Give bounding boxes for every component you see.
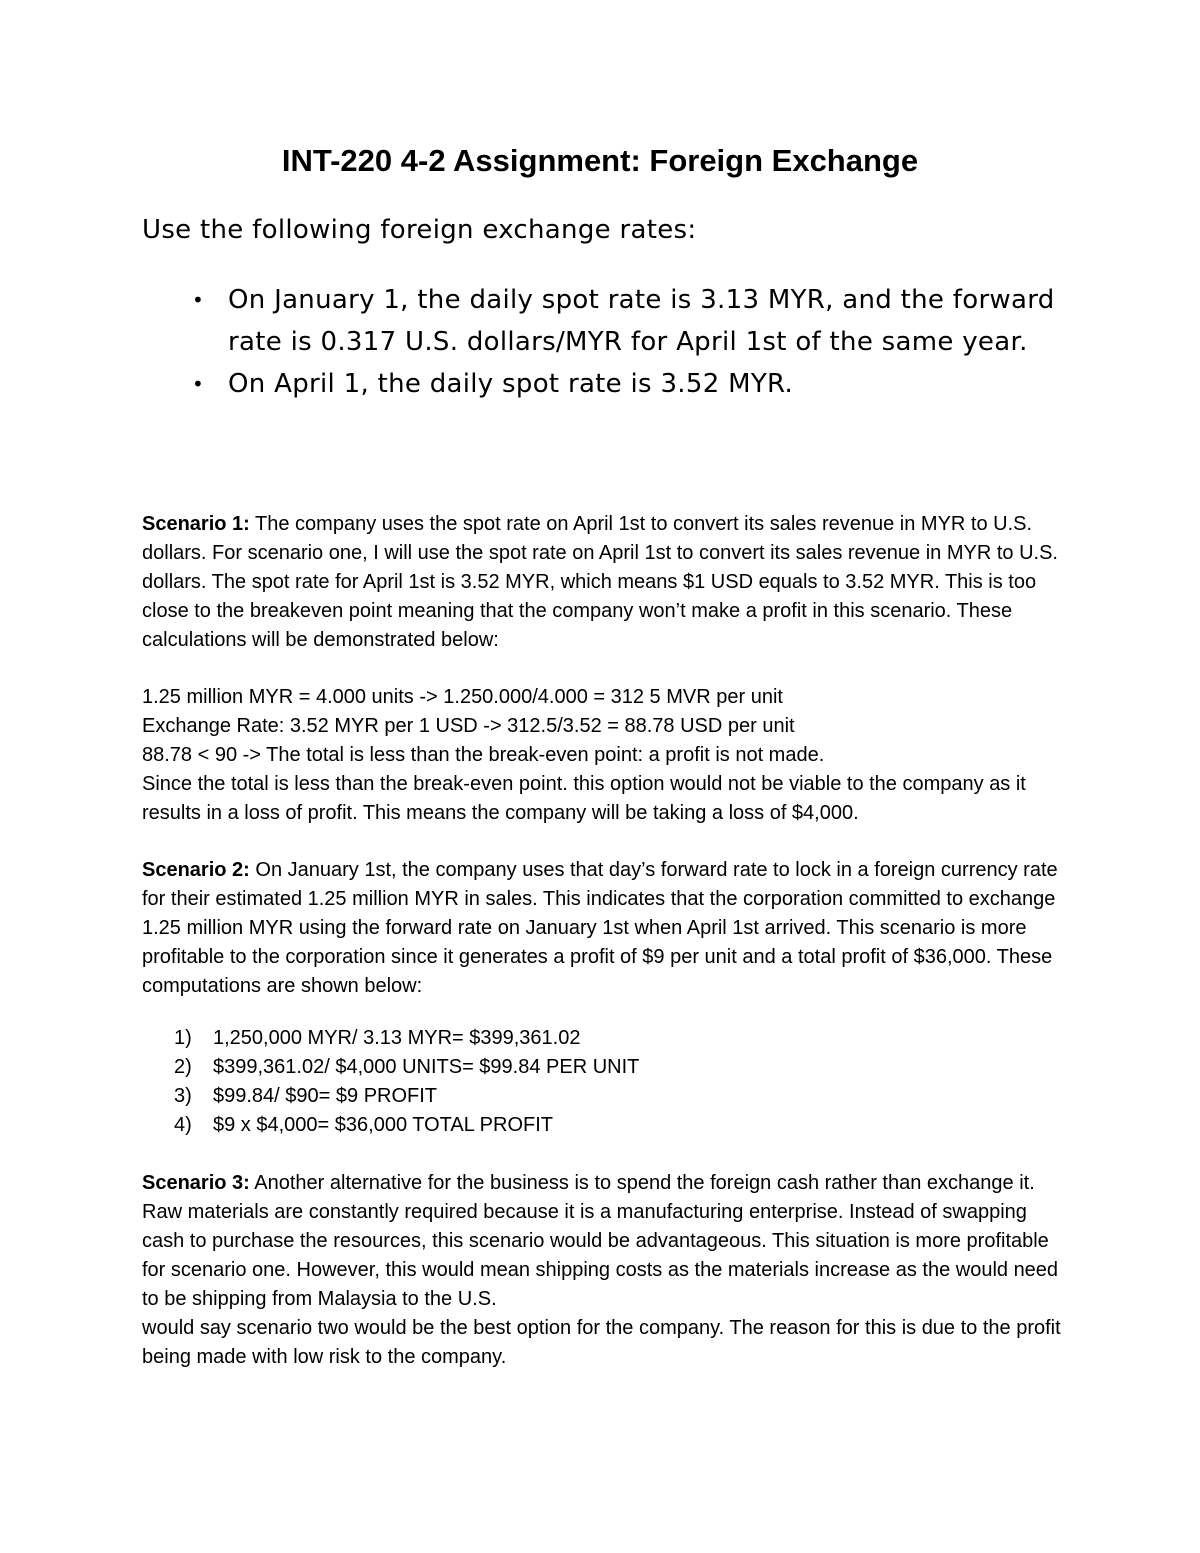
scenario-2-label: Scenario 2: bbox=[142, 859, 250, 881]
step-number: 4) bbox=[174, 1114, 192, 1136]
scenario-2-paragraph bbox=[142, 856, 1072, 1001]
step-text: $9 x $4,000= $36,000 TOTAL PROFIT bbox=[213, 1114, 554, 1136]
exchange-rates-list bbox=[188, 279, 1088, 405]
scenario-3-closing: would say scenario two would be the best option for the company. The reason for this is due to the profit being made with low risk to the company. bbox=[142, 1317, 1061, 1368]
document-title: INT-220 4-2 Assignment: Foreign Exchange bbox=[281, 143, 919, 178]
calc-line: 88.78 < 90 -> The total is less than the break-even point: a profit is not made. bbox=[142, 744, 825, 766]
scenario-3-paragraph bbox=[142, 1169, 1072, 1372]
rate-text: On January 1, the daily spot rate is 3.13 MYR, and the forward rate is 0.317 U.S. dollars/MYR for April 1st of the same year. bbox=[228, 285, 1055, 357]
step-text: $399,361.02/ $4,000 UNITS= $99.84 PER UNIT bbox=[213, 1056, 640, 1078]
step-item bbox=[142, 1082, 1042, 1111]
scenario-1-paragraph bbox=[142, 510, 1072, 655]
step-text: 1,250,000 MYR/ 3.13 MYR= $399,361.02 bbox=[213, 1027, 581, 1049]
rate-item-april bbox=[188, 363, 1088, 405]
step-text: $99.84/ $90= $9 PROFIT bbox=[213, 1085, 438, 1107]
step-item bbox=[142, 1024, 1042, 1053]
rate-text: On April 1, the daily spot rate is 3.52 MYR. bbox=[228, 369, 794, 399]
step-item bbox=[142, 1053, 1042, 1082]
step-item bbox=[142, 1111, 1042, 1140]
rate-item-january bbox=[188, 279, 1088, 363]
scenario-1-calculations bbox=[142, 683, 1072, 828]
scenario-3-label: Scenario 3: bbox=[142, 1172, 250, 1194]
bullet-icon: • bbox=[192, 288, 205, 312]
step-number: 1) bbox=[174, 1027, 192, 1049]
calc-line: Exchange Rate: 3.52 MYR per 1 USD -> 312.5/3.52 = 88.78 USD per unit bbox=[142, 715, 795, 737]
scenario-3-text: Another alternative for the business is to spend the foreign cash rather than exchange it. Raw materials are constantly required because it is a manufacturing enterprise. Instead of swapping cash to purchase the resources, this scenario would be advantageous. This situation is more profitable for scenario one. However, this would mean shipping costs as the materials increase as the would need to be shipping from Malaysia to the U.S. bbox=[142, 1172, 1059, 1310]
bullet-icon: • bbox=[192, 372, 205, 396]
step-number: 3) bbox=[174, 1085, 192, 1107]
scenario-2-steps bbox=[142, 1024, 1042, 1140]
intro-text: Use the following foreign exchange rates: bbox=[142, 215, 697, 245]
scenario-1-label: Scenario 1: bbox=[142, 513, 250, 535]
scenario-2-text: On January 1st, the company uses that day’s forward rate to lock in a foreign currency rate for their estimated 1.25 million MYR in sales. This indicates that the corporation committed to exchange 1.25 million MYR using the forward rate on January 1st when April 1st arrived. This scenario is more profitable to the corporation since it generates a profit of $9 per unit and a total profit of $36,000. These computations are shown below: bbox=[142, 859, 1058, 997]
calc-line: 1.25 million MYR = 4.000 units -> 1.250.000/4.000 = 312 5 MVR per unit bbox=[142, 686, 783, 708]
step-number: 2) bbox=[174, 1056, 192, 1078]
scenario-1-conclusion: Since the total is less than the break-even point. this option would not be viable to the company as it results in a loss of profit. This means the company will be taking a loss of $4,000. bbox=[142, 773, 1026, 824]
scenario-1-text: The company uses the spot rate on April 1st to convert its sales revenue in MYR to U.S. dollars. For scenario one, I will use the spot rate on April 1st to convert its sales revenue in MYR to U.S. dollars. The spot rate for April 1st is 3.52 MYR, which means $1 USD equals to 3.52 MYR. This is too close to the breakeven point meaning that the company won’t make a profit in this scenario. These calculations will be demonstrated below: bbox=[142, 513, 1058, 651]
